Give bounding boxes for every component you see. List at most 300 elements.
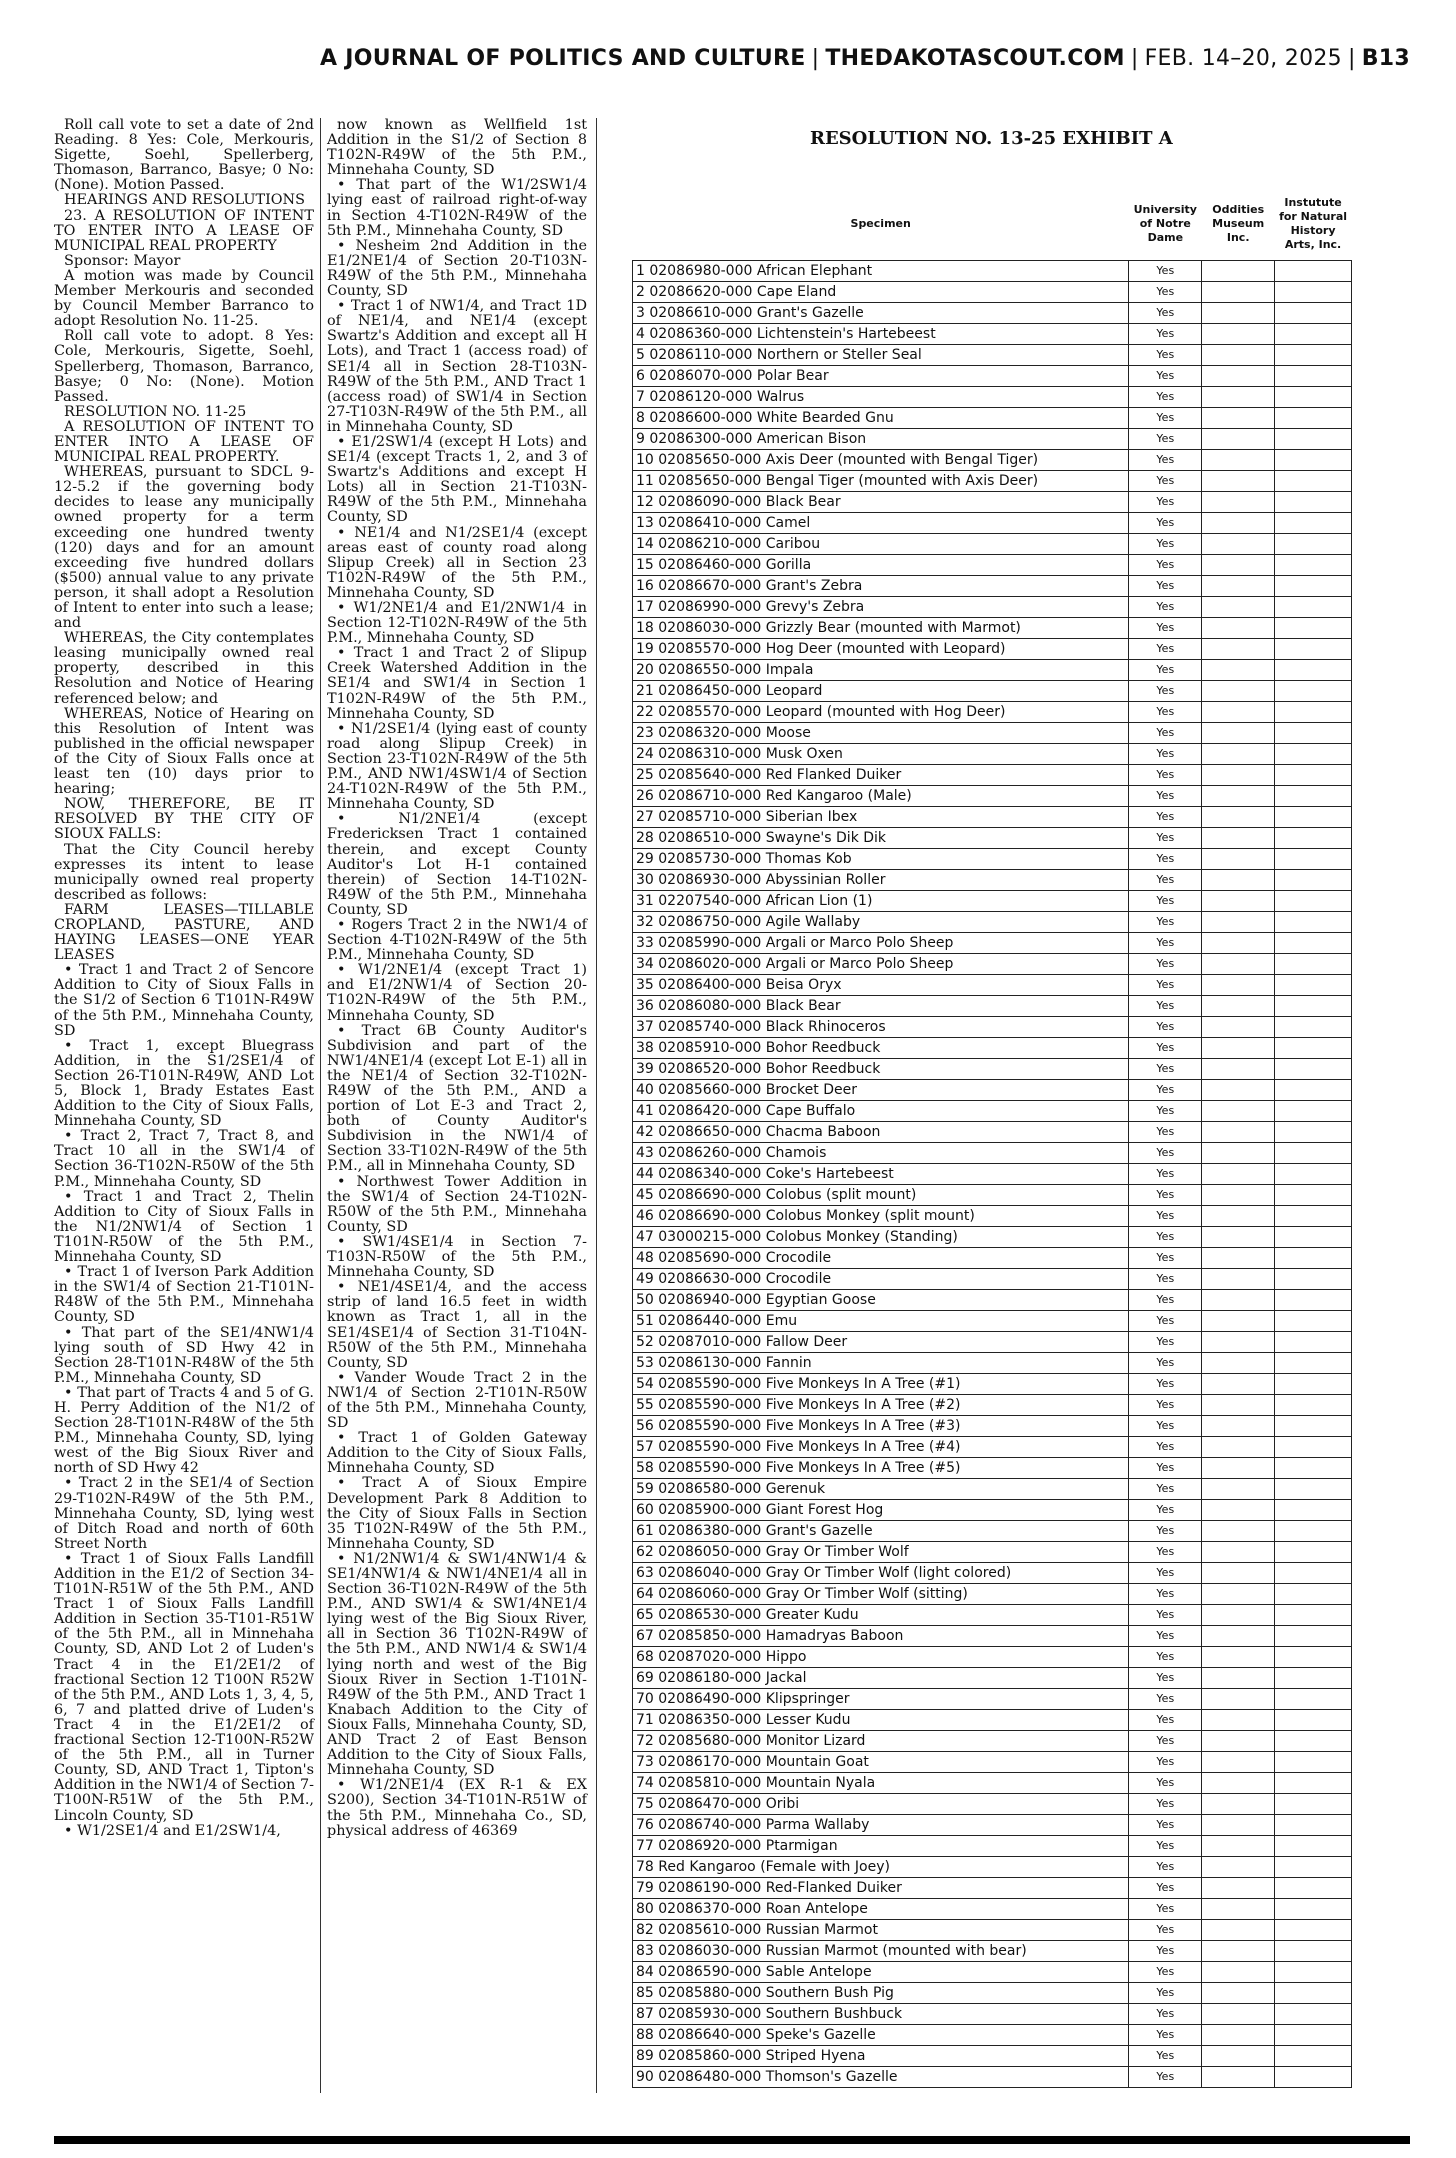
specimen-cell: 27 02085710-000 Siberian Ibex: [633, 807, 1129, 828]
natural-history-cell: [1275, 1185, 1352, 1206]
natural-history-cell: [1275, 1122, 1352, 1143]
article-paragraph: • W1/2SE1/4 and E1/2SW1/4,: [64, 1822, 281, 1839]
natural-history-cell: [1275, 1647, 1352, 1668]
specimen-cell: 11 02085650-000 Bengal Tiger (mounted with Axis Deer): [633, 471, 1129, 492]
natural-history-cell: [1275, 576, 1352, 597]
notre-dame-cell: Yes: [1129, 618, 1202, 639]
natural-history-cell: [1275, 1836, 1352, 1857]
oddities-cell: [1202, 1227, 1275, 1248]
table-row: [633, 1206, 1352, 1227]
article-paragraph: • Tract 1, except Bluegrass Addition, in the S1/2SE1/4 of Section 26-T101N-R49W, AND Lot 5, Block 1, Brady Estates East Addition to the City of Sioux Falls, Minnehaha County, SD: [54, 1037, 314, 1130]
specimen-cell: 43 02086260-000 Chamois: [633, 1143, 1129, 1164]
natural-history-cell: [1275, 387, 1352, 408]
oddities-cell: [1202, 576, 1275, 597]
notre-dame-cell: Yes: [1129, 828, 1202, 849]
oddities-cell: [1202, 912, 1275, 933]
table-row: [633, 681, 1352, 702]
notre-dame-cell: Yes: [1129, 1164, 1202, 1185]
oddities-cell: [1202, 1836, 1275, 1857]
notre-dame-cell: Yes: [1129, 261, 1202, 282]
article-column-2: [327, 118, 587, 1839]
oddities-cell: [1202, 1080, 1275, 1101]
notre-dame-cell: Yes: [1129, 408, 1202, 429]
notre-dame-cell: Yes: [1129, 1080, 1202, 1101]
specimen-cell: 2 02086620-000 Cape Eland: [633, 282, 1129, 303]
natural-history-cell: [1275, 1227, 1352, 1248]
natural-history-cell: [1275, 1143, 1352, 1164]
table-row: [633, 1059, 1352, 1080]
oddities-cell: [1202, 954, 1275, 975]
specimen-cell: 31 02207540-000 African Lion (1): [633, 891, 1129, 912]
table-row: [633, 1185, 1352, 1206]
oddities-cell: [1202, 870, 1275, 891]
specimen-cell: 10 02085650-000 Axis Deer (mounted with Bengal Tiger): [633, 450, 1129, 471]
article-paragraph: 23. A RESOLUTION OF INTENT TO ENTER INTO A LEASE OF MUNICIPAL REAL PROPERTY: [54, 207, 314, 254]
natural-history-cell: [1275, 1269, 1352, 1290]
specimen-cell: 67 02085850-000 Hamadryas Baboon: [633, 1626, 1129, 1647]
specimen-cell: 20 02086550-000 Impala: [633, 660, 1129, 681]
table-row: [633, 849, 1352, 870]
specimen-cell: 44 02086340-000 Coke's Hartebeest: [633, 1164, 1129, 1185]
specimen-cell: 5 02086110-000 Northern or Steller Seal: [633, 345, 1129, 366]
specimen-cell: 88 02086640-000 Speke's Gazelle: [633, 2025, 1129, 2046]
oddities-cell: [1202, 1815, 1275, 1836]
notre-dame-cell: Yes: [1129, 1395, 1202, 1416]
specimen-cell: 85 02085880-000 Southern Bush Pig: [633, 1983, 1129, 2004]
notre-dame-cell: Yes: [1129, 1563, 1202, 1584]
table-row: [633, 891, 1352, 912]
oddities-cell: [1202, 1017, 1275, 1038]
column-divider: [596, 118, 597, 2093]
oddities-cell: [1202, 681, 1275, 702]
oddities-cell: [1202, 1857, 1275, 1878]
article-paragraph: A RESOLUTION OF INTENT TO ENTER INTO A LEASE OF MUNICIPAL REAL PROPERTY.: [54, 418, 314, 466]
specimen-cell: 3 02086610-000 Grant's Gazelle: [633, 303, 1129, 324]
specimen-cell: 59 02086580-000 Gerenuk: [633, 1479, 1129, 1500]
oddities-cell: [1202, 1521, 1275, 1542]
natural-history-cell: [1275, 1857, 1352, 1878]
natural-history-cell: [1275, 912, 1352, 933]
table-row: [633, 345, 1352, 366]
article-paragraph: • Northwest Tower Addition in the SW1/4 of Section 24-T102N-R50W of the 5th P.M., Minnehaha County, SD: [327, 1173, 587, 1235]
oddities-cell: [1202, 1248, 1275, 1269]
notre-dame-cell: Yes: [1129, 975, 1202, 996]
specimen-cell: 41 02086420-000 Cape Buffalo: [633, 1101, 1129, 1122]
specimen-cell: 29 02085730-000 Thomas Kob: [633, 849, 1129, 870]
notre-dame-cell: Yes: [1129, 1857, 1202, 1878]
natural-history-cell: [1275, 1689, 1352, 1710]
table-row: [633, 933, 1352, 954]
oddities-cell: [1202, 1584, 1275, 1605]
natural-history-cell: [1275, 1353, 1352, 1374]
specimen-cell: 9 02086300-000 American Bison: [633, 429, 1129, 450]
specimen-cell: 58 02085590-000 Five Monkeys In A Tree (#5): [633, 1458, 1129, 1479]
specimen-cell: 19 02085570-000 Hog Deer (mounted with Leopard): [633, 639, 1129, 660]
oddities-cell: [1202, 1458, 1275, 1479]
natural-history-cell: [1275, 1878, 1352, 1899]
specimen-cell: 71 02086350-000 Lesser Kudu: [633, 1710, 1129, 1731]
oddities-cell: [1202, 513, 1275, 534]
natural-history-cell: [1275, 282, 1352, 303]
page-footer-rule: [54, 2136, 1410, 2144]
table-row: [633, 1983, 1352, 2004]
natural-history-cell: [1275, 1542, 1352, 1563]
table-row: [633, 576, 1352, 597]
table-row: [633, 1500, 1352, 1521]
specimen-cell: 84 02086590-000 Sable Antelope: [633, 1962, 1129, 1983]
specimen-cell: 65 02086530-000 Greater Kudu: [633, 1605, 1129, 1626]
oddities-cell: [1202, 303, 1275, 324]
article-paragraph: • Tract 1 of NW1/4, and Tract 1D of NE1/4, and NE1/4 (except Swartz's Addition and except all H Lots), and Tract 1 (access road) of SE1/4 all in Section 28-T103N-R49W of the 5th P.M., AND Tract 1 (access road) of SW1/4 in Section 27-T103N-R49W of the 5th P.M., all in Minnehaha County, SD: [327, 298, 587, 435]
notre-dame-cell: Yes: [1129, 1290, 1202, 1311]
specimen-cell: 70 02086490-000 Klipspringer: [633, 1689, 1129, 1710]
table-row: [633, 1122, 1352, 1143]
specimen-cell: 30 02086930-000 Abyssinian Roller: [633, 870, 1129, 891]
natural-history-cell: [1275, 597, 1352, 618]
natural-history-cell: [1275, 1731, 1352, 1752]
specimen-cell: 38 02085910-000 Bohor Reedbuck: [633, 1038, 1129, 1059]
article-paragraph: • W1/2NE1/4 (EX R-1 & EX S200), Section 34-T101N-R51W of the 5th P.M., Minnehaha Co., SD, physical address of 46369: [327, 1777, 587, 1839]
specimen-cell: 23 02086320-000 Moose: [633, 723, 1129, 744]
oddities-cell: [1202, 2046, 1275, 2067]
notre-dame-cell: Yes: [1129, 1101, 1202, 1122]
specimen-cell: 55 02085590-000 Five Monkeys In A Tree (#2): [633, 1395, 1129, 1416]
notre-dame-cell: Yes: [1129, 1542, 1202, 1563]
oddities-cell: [1202, 891, 1275, 912]
article-paragraph: • Tract 1 of Iverson Park Addition in the SW1/4 of Section 21-T101N-R48W of the 5th P.M., Minnehaha County, SD: [54, 1264, 314, 1326]
specimen-cell: 64 02086060-000 Gray Or Timber Wolf (sitting): [633, 1584, 1129, 1605]
oddities-cell: [1202, 1290, 1275, 1311]
oddities-cell: [1202, 1374, 1275, 1395]
table-row: [633, 1017, 1352, 1038]
oddities-cell: [1202, 2025, 1275, 2046]
natural-history-cell: [1275, 513, 1352, 534]
specimen-cell: 18 02086030-000 Grizzly Bear (mounted with Marmot): [633, 618, 1129, 639]
table-header-row: [633, 188, 1352, 261]
specimen-cell: 35 02086400-000 Beisa Oryx: [633, 975, 1129, 996]
article-paragraph: • N1/2NW1/4 & SW1/4NW1/4 & SE1/4NW1/4 & NW1/4NE1/4 all in Section 36-T102N-R49W of the 5th P.M., AND SW1/4 & SW1/4NE1/4 lying west of the Big Sioux River, all in Section 36 T102N-R49W of the 5th P.M., AND NW1/4 & SW1/4 lying north and west of the Big Sioux River in Section 1-T101N-R49W of the 5th P.M., AND Tract 1 Knabach Addition to the City of Sioux Falls, Minnehaha County, SD, AND Tract 2 of East Benson Addition to the City of Sioux Falls, Minnehaha County, SD: [327, 1550, 587, 1779]
notre-dame-cell: Yes: [1129, 366, 1202, 387]
specimen-cell: 51 02086440-000 Emu: [633, 1311, 1129, 1332]
specimen-cell: 49 02086630-000 Crocodile: [633, 1269, 1129, 1290]
table-row: [633, 2067, 1352, 2088]
notre-dame-cell: Yes: [1129, 1458, 1202, 1479]
specimen-cell: 37 02085740-000 Black Rhinoceros: [633, 1017, 1129, 1038]
specimen-cell: 90 02086480-000 Thomson's Gazelle: [633, 2067, 1129, 2088]
notre-dame-cell: Yes: [1129, 870, 1202, 891]
specimen-cell: 79 02086190-000 Red-Flanked Duiker: [633, 1878, 1129, 1899]
oddities-cell: [1202, 765, 1275, 786]
article-paragraph: WHEREAS, the City contemplates leasing municipally owned real property, described in this Resolution and Notice of Hearing referenced below; and: [54, 630, 314, 707]
oddities-cell: [1202, 1752, 1275, 1773]
table-row: [633, 303, 1352, 324]
notre-dame-cell: Yes: [1129, 1605, 1202, 1626]
article-paragraph: WHEREAS, Notice of Hearing on this Resolution of Intent was published in the official newspaper of the City of Sioux Falls once at least ten (10) days prior to hearing;: [54, 705, 314, 798]
natural-history-cell: [1275, 933, 1352, 954]
notre-dame-cell: Yes: [1129, 744, 1202, 765]
notre-dame-cell: Yes: [1129, 1584, 1202, 1605]
table-row: [633, 1269, 1352, 1290]
oddities-cell: [1202, 345, 1275, 366]
notre-dame-cell: Yes: [1129, 1941, 1202, 1962]
oddities-cell: [1202, 807, 1275, 828]
natural-history-cell: [1275, 1941, 1352, 1962]
oddities-cell: [1202, 1311, 1275, 1332]
natural-history-cell: [1275, 534, 1352, 555]
notre-dame-cell: Yes: [1129, 1794, 1202, 1815]
natural-history-cell: [1275, 1563, 1352, 1584]
natural-history-cell: [1275, 1668, 1352, 1689]
natural-history-cell: [1275, 744, 1352, 765]
specimen-cell: 13 02086410-000 Camel: [633, 513, 1129, 534]
article-paragraph: • Tract 1 and Tract 2, Thelin Addition to City of Sioux Falls in the N1/2NW1/4 of Section 1 T101N-R50W of the 5th P.M., Minnehaha County, SD: [54, 1188, 314, 1266]
notre-dame-cell: Yes: [1129, 1521, 1202, 1542]
natural-history-cell: [1275, 1038, 1352, 1059]
article-paragraph: Sponsor: Mayor: [64, 252, 181, 269]
article-paragraph: Roll call vote to adopt. 8 Yes: Cole, Merkouris, Sigette, Soehl, Spellerberg, Thomason, Barranco, Basye; 0 No: (None). Motion Passed.: [54, 328, 314, 405]
table-row: [633, 324, 1352, 345]
notre-dame-cell: Yes: [1129, 1143, 1202, 1164]
publication-tagline: A JOURNAL OF POLITICS AND CULTURE: [319, 46, 806, 71]
article-paragraph: • Tract 1 and Tract 2 of Slipup Creek Watershed Addition in the SE1/4 and SW1/4 in Section 1 T102N-R49W of the 5th P.M., Minnehaha County, SD: [327, 645, 587, 722]
specimen-cell: 78 Red Kangaroo (Female with Joey): [633, 1857, 1129, 1878]
oddities-cell: [1202, 1437, 1275, 1458]
table-row: [633, 996, 1352, 1017]
notre-dame-cell: Yes: [1129, 1773, 1202, 1794]
oddities-cell: [1202, 324, 1275, 345]
table-row: [633, 1290, 1352, 1311]
table-row: [633, 1710, 1352, 1731]
oddities-cell: [1202, 1899, 1275, 1920]
natural-history-cell: [1275, 996, 1352, 1017]
natural-history-cell: [1275, 1584, 1352, 1605]
header-divider: |: [811, 46, 820, 71]
natural-history-cell: [1275, 2004, 1352, 2025]
oddities-cell: [1202, 639, 1275, 660]
notre-dame-cell: Yes: [1129, 786, 1202, 807]
article-column-1: [54, 118, 314, 1839]
oddities-cell: [1202, 618, 1275, 639]
natural-history-cell: [1275, 1962, 1352, 1983]
table-row: [633, 1563, 1352, 1584]
specimen-cell: 50 02086940-000 Egyptian Goose: [633, 1290, 1129, 1311]
table-row: [633, 786, 1352, 807]
table-row: [633, 1479, 1352, 1500]
specimen-cell: 56 02085590-000 Five Monkeys In A Tree (#3): [633, 1416, 1129, 1437]
notre-dame-cell: Yes: [1129, 807, 1202, 828]
table-row: [633, 1794, 1352, 1815]
article-paragraph: • Tract 1 of Sioux Falls Landfill Addition in the E1/2 of Section 34-T101N-R51W of the 5th P.M., AND Tract 1 of Sioux Falls Landfill Addition in Section 35-T101-R51W of the 5th P.M., all in Minnehaha County, SD, AND Lot 2 of Luden's Tract 4 in the E1/2E1/2 of fractional Section 12 T100N R52W of the 5th P.M., AND Lots 1, 3, 4, 5, 6, 7 and platted drive of Luden's Tract 4 in the E1/2E1/2 of fractional Section 12-T100N-R52W of the 5th P.M., all in Turner County, SD, AND Tract 1, Tipton's Addition in the NW1/4 of Section 7-T100N-R51W of the 5th P.M., Lincoln County, SD: [54, 1550, 314, 1824]
notre-dame-cell: Yes: [1129, 1500, 1202, 1521]
article-paragraph: NOW, THEREFORE, BE IT RESOLVED BY THE CITY OF SIOUX FALLS:: [54, 796, 314, 843]
natural-history-cell: [1275, 828, 1352, 849]
natural-history-cell: [1275, 870, 1352, 891]
table-row: [633, 828, 1352, 849]
oddities-cell: [1202, 1353, 1275, 1374]
specimen-cell: 52 02087010-000 Fallow Deer: [633, 1332, 1129, 1353]
oddities-cell: [1202, 2004, 1275, 2025]
oddities-cell: [1202, 366, 1275, 387]
notre-dame-cell: Yes: [1129, 1437, 1202, 1458]
table-row: [633, 513, 1352, 534]
natural-history-cell: [1275, 1983, 1352, 2004]
specimen-cell: 32 02086750-000 Agile Wallaby: [633, 912, 1129, 933]
natural-history-cell: [1275, 1605, 1352, 1626]
notre-dame-cell: Yes: [1129, 387, 1202, 408]
oddities-cell: [1202, 1878, 1275, 1899]
specimen-cell: 53 02086130-000 Fannin: [633, 1353, 1129, 1374]
article-paragraph: RESOLUTION NO. 11-25: [64, 403, 247, 420]
oddities-cell: [1202, 450, 1275, 471]
specimen-cell: 89 02085860-000 Striped Hyena: [633, 2046, 1129, 2067]
natural-history-cell: [1275, 1416, 1352, 1437]
table-row: [633, 1101, 1352, 1122]
oddities-cell: [1202, 429, 1275, 450]
oddities-cell: [1202, 1710, 1275, 1731]
table-row: [633, 744, 1352, 765]
specimen-cell: 69 02086180-000 Jackal: [633, 1668, 1129, 1689]
natural-history-cell: [1275, 303, 1352, 324]
issue-date: FEB. 14–20, 2025: [1144, 46, 1342, 71]
oddities-cell: [1202, 828, 1275, 849]
article-paragraph: Roll call vote to set a date of 2nd Reading. 8 Yes: Cole, Merkouris, Sigette, Soehl, Spellerberg, Thomason, Barranco, Basye; 0 No: (None). Motion Passed.: [54, 117, 314, 194]
table-row: [633, 1815, 1352, 1836]
notre-dame-cell: Yes: [1129, 2046, 1202, 2067]
table-row: [633, 2046, 1352, 2067]
notre-dame-cell: Yes: [1129, 1185, 1202, 1206]
specimen-cell: 26 02086710-000 Red Kangaroo (Male): [633, 786, 1129, 807]
table-row: [633, 555, 1352, 576]
natural-history-cell: [1275, 1017, 1352, 1038]
notre-dame-cell: Yes: [1129, 1353, 1202, 1374]
notre-dame-cell: Yes: [1129, 1248, 1202, 1269]
natural-history-cell: [1275, 555, 1352, 576]
article-paragraph: • Tract 1 and Tract 2 of Sencore Addition to City of Sioux Falls in the S1/2 of Section 6 T101N-R49W of the 5th P.M., Minnehaha County, SD: [54, 962, 314, 1039]
notre-dame-cell: Yes: [1129, 1017, 1202, 1038]
oddities-cell: [1202, 1794, 1275, 1815]
specimen-cell: 40 02085660-000 Brocket Deer: [633, 1080, 1129, 1101]
oddities-cell: [1202, 1731, 1275, 1752]
oddities-cell: [1202, 408, 1275, 429]
article-paragraph: WHEREAS, pursuant to SDCL 9-12-5.2 if the governing body decides to lease any municipally owned property for a term exceeding one hundred twenty (120) days and for an amount exceeding five hundred dollars ($500) annual value to any private person, it shall adopt a Resolution of Intent to enter into such a lease; and: [54, 464, 314, 632]
natural-history-cell: [1275, 1080, 1352, 1101]
natural-history-cell: [1275, 891, 1352, 912]
specimen-cell: 24 02086310-000 Musk Oxen: [633, 744, 1129, 765]
notre-dame-cell: Yes: [1129, 849, 1202, 870]
notre-dame-cell: Yes: [1129, 1332, 1202, 1353]
specimen-cell: 87 02085930-000 Southern Bushbuck: [633, 2004, 1129, 2025]
table-row: [633, 1332, 1352, 1353]
table-row: [633, 429, 1352, 450]
natural-history-cell: [1275, 1773, 1352, 1794]
natural-history-cell: [1275, 1374, 1352, 1395]
article-paragraph: • That part of Tracts 4 and 5 of G. H. Perry Addition of the N1/2 of Section 28-T101N-R48W of the 5th P.M., Minnehaha County, SD, lying west of the Big Sioux River and north of SD Hwy 42: [54, 1384, 314, 1477]
notre-dame-cell: Yes: [1129, 1416, 1202, 1437]
notre-dame-cell: Yes: [1129, 2025, 1202, 2046]
page-header: [320, 46, 1410, 71]
natural-history-cell: [1275, 1059, 1352, 1080]
table-row: [633, 1227, 1352, 1248]
article-paragraph: • Tract 1 of Golden Gateway Addition to the City of Sioux Falls, Minnehaha County, SD: [327, 1430, 587, 1477]
notre-dame-cell: Yes: [1129, 2004, 1202, 2025]
oddities-cell: [1202, 1395, 1275, 1416]
table-row: [633, 1878, 1352, 1899]
notre-dame-cell: Yes: [1129, 996, 1202, 1017]
specimen-cell: 72 02085680-000 Monitor Lizard: [633, 1731, 1129, 1752]
specimen-header: Specimen: [850, 217, 911, 230]
oddities-cell: [1202, 2067, 1275, 2088]
natural-history-cell: [1275, 786, 1352, 807]
article-paragraph: • E1/2SW1/4 (except H Lots) and SE1/4 (except Tracts 1, 2, and 3 of Swartz's Additions and except H Lots) all in Section 21-T103N-R49W of the 5th P.M., Minnehaha County, SD: [327, 433, 587, 526]
oddities-cell: [1202, 1143, 1275, 1164]
table-row: [633, 702, 1352, 723]
notre-dame-cell: Yes: [1129, 450, 1202, 471]
table-row: [633, 1689, 1352, 1710]
natural-history-cell: [1275, 660, 1352, 681]
article-paragraph: • Tract A of Sioux Empire Development Park 8 Addition to the City of Sioux Falls in Section 35 T102N-R49W of the 5th P.M., Minnehaha County, SD: [327, 1475, 587, 1552]
table-row: [633, 282, 1352, 303]
oddities-cell: [1202, 702, 1275, 723]
natural-history-cell: [1275, 1248, 1352, 1269]
natural-history-cell: [1275, 324, 1352, 345]
oddities-cell: [1202, 1605, 1275, 1626]
specimen-cell: 14 02086210-000 Caribou: [633, 534, 1129, 555]
oddities-cell: [1202, 1983, 1275, 2004]
oddities-museum-header: Oddities Museum Inc.: [1212, 203, 1265, 244]
natural-history-cell: [1275, 702, 1352, 723]
notre-dame-header: University of Notre Dame: [1133, 203, 1197, 244]
notre-dame-cell: Yes: [1129, 1227, 1202, 1248]
specimen-cell: 74 02085810-000 Mountain Nyala: [633, 1773, 1129, 1794]
notre-dame-cell: Yes: [1129, 1731, 1202, 1752]
natural-history-cell: [1275, 429, 1352, 450]
exhibit-table: [632, 188, 1352, 2088]
oddities-cell: [1202, 1101, 1275, 1122]
notre-dame-cell: Yes: [1129, 324, 1202, 345]
site-name[interactable]: THEDAKOTASCOUT.COM: [825, 46, 1125, 71]
specimen-cell: 60 02085900-000 Giant Forest Hog: [633, 1500, 1129, 1521]
table-row: [633, 1143, 1352, 1164]
notre-dame-cell: Yes: [1129, 1983, 1202, 2004]
natural-history-cell: [1275, 1395, 1352, 1416]
notre-dame-cell: Yes: [1129, 1878, 1202, 1899]
natural-history-cell: [1275, 849, 1352, 870]
natural-history-cell: [1275, 975, 1352, 996]
notre-dame-cell: Yes: [1129, 597, 1202, 618]
header-divider: |: [1347, 46, 1356, 71]
notre-dame-cell: Yes: [1129, 1059, 1202, 1080]
table-row: [633, 1941, 1352, 1962]
table-row: [633, 618, 1352, 639]
specimen-cell: 4 02086360-000 Lichtenstein's Hartebeest: [633, 324, 1129, 345]
natural-history-cell: [1275, 1479, 1352, 1500]
notre-dame-cell: Yes: [1129, 303, 1202, 324]
table-row: [633, 1668, 1352, 1689]
notre-dame-cell: Yes: [1129, 345, 1202, 366]
table-row: [633, 1752, 1352, 1773]
column-divider: [320, 118, 321, 2093]
notre-dame-cell: Yes: [1129, 1920, 1202, 1941]
oddities-cell: [1202, 1059, 1275, 1080]
table-row: [633, 471, 1352, 492]
oddities-cell: [1202, 1332, 1275, 1353]
oddities-cell: [1202, 387, 1275, 408]
article-paragraph: • N1/2SE1/4 (lying east of county road along Slipup Creek) in Section 23-T102N-R49W of the 5th P.M., AND NW1/4SW1/4 of Section 24-T102N-R49W of the 5th P.M., Minnehaha County, SD: [327, 720, 587, 813]
specimen-cell: 25 02085640-000 Red Flanked Duiker: [633, 765, 1129, 786]
notre-dame-cell: Yes: [1129, 471, 1202, 492]
natural-history-cell: [1275, 954, 1352, 975]
natural-history-cell: [1275, 1521, 1352, 1542]
